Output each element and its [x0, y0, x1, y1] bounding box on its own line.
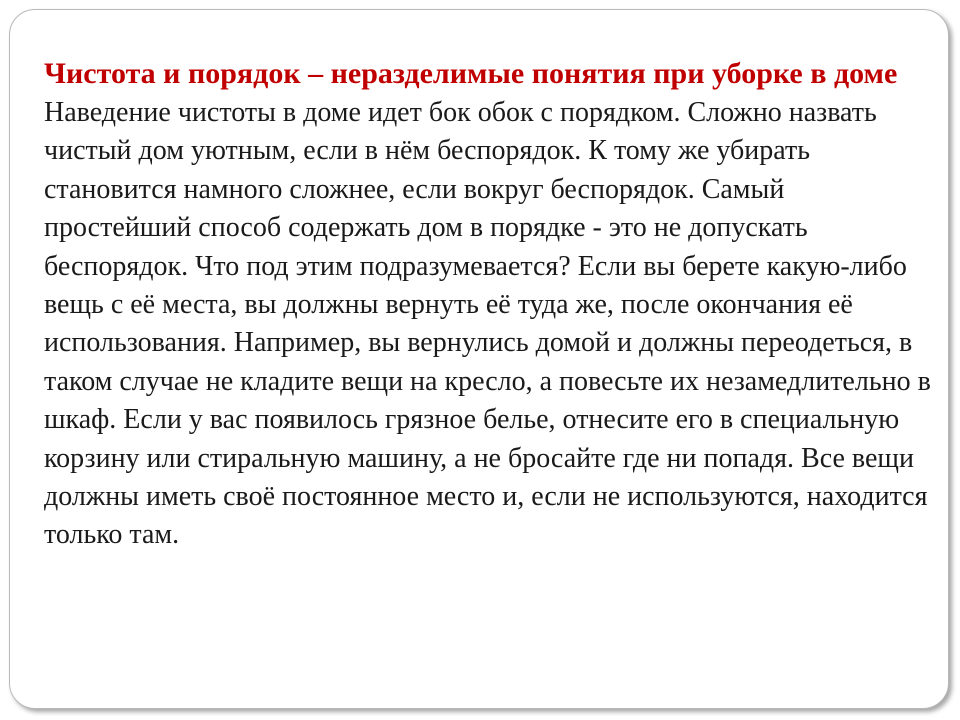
- slide-content: [44, 54, 934, 555]
- slide-body-text: Наведение чистоты в доме идет бок обок с порядком. Сложно назвать чистый дом уютным, если в нём беспорядок. К тому же убирать становится намного сложнее, если вокруг беспорядок. Самый простейший способ содержать дом в порядке - это не допускать беспорядок. Что под этим подразумевается? Если вы берете какую-либо вещь с её места, вы должны вернуть её туда же, после окончания её использования. Например, вы вернулись домой и должны переодеться, в таком случае не кладите вещи на кресло, а повесьте их незамедлительно в шкаф. Если у вас появилось грязное белье, отнесите его в специальную корзину или стиральную машину, а не бросайте где ни попадя. Все вещи должны иметь своё постоянное место и, если не используются, находится только там.: [44, 97, 931, 551]
- slide-title: Чистота и порядок – неразделимые понятия при уборке в доме: [44, 57, 898, 90]
